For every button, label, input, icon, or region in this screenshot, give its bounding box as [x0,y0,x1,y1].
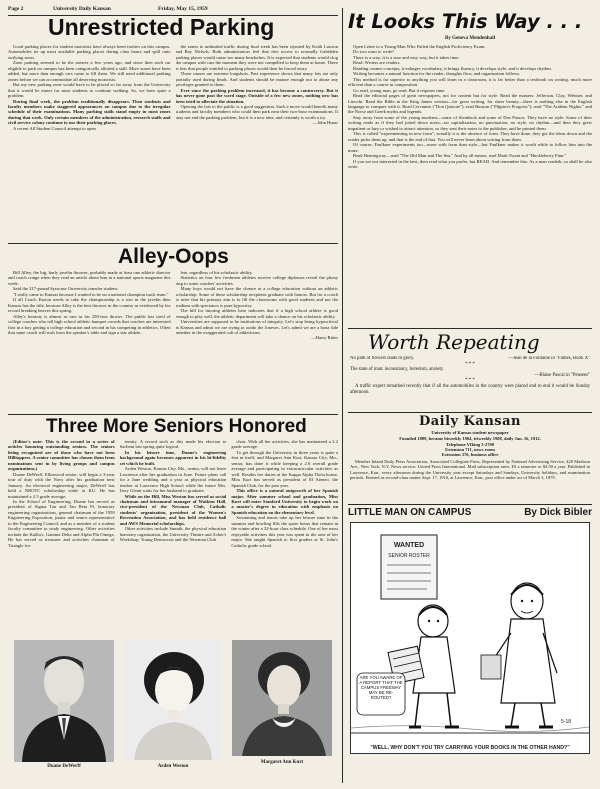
paragraph: Open Letter to a Young Man Who Failed the English Proficiency Exam: [353,44,486,49]
photo-caption: Duane DeWerff [47,764,81,769]
cartoon-panel [350,522,590,754]
paragraph: A recent All Student Council attempt to open [13,125,96,131]
paragraph: Do you want to write? [353,49,395,55]
speech-balloon-text: ARE YOU AWARE OF A REPORT THAT THE CAMPUS FREEWAY MAY BE RE-ROUTED? [359,675,403,700]
seniors-col-3 [231,439,338,635]
masthead-phone: Telephone VIking 3-2700 [445,442,494,447]
paragraph: The bill for tutoring athletes here indicates that if a high school athlete is good enough to play well, the athletic department will take a chance on his scholastic ability. [175,308,338,319]
paragraph: Universities are supposed to be institutions of integrity. Let's stop being hypocritical at Kansas and admit we are trying to outdo the Joneses. Let's admit we are a bona fide member in the exaggerated cult of athleticism. [175,319,338,335]
repeating-quotes [350,356,590,410]
paragraph: the zones to unlimited traffic during final week has been stymied by Keith Lawton and Ray Nichols. Both administrators feel that free access to normally forbidden parking places would cause too many headaches. It is expected that students would clog the campus with cars the moment they were not compelled to keep them at home. There is fear that people entitled to parking places would then be forced away. [175,44,338,71]
paragraph: This method is far superior to anything you will learn in a classroom, it is far better than a textbook on writing, much more efficient than a course in composition. [348,76,592,88]
byline: —John Husar [312,120,338,126]
portrait-image [124,640,222,760]
quote-attribution: —Blaise Pascal in "Pensees" [534,372,590,378]
paragraph: These causes are extreme longshots. Past experience shows that many lots are only partially used during finals. And students should be mature enough not to abuse any privileges granted to them. [175,71,338,88]
paragraph: Alley's honesty is almost as rare as his 250-foot throws. The public has tired of college coaches who tell high school athletic banquet crowds that coaches are interested first in a boy getting a college education and second in his competing in athletics. Often that same coach will rush from the speaker's table and sign a star athlete, [8,313,171,335]
masthead-details [350,459,590,503]
quote-attribution: —Jean de la Fontaine in "Fables, Book X" [508,356,590,361]
repeating-title: Worth Repeating [368,330,540,354]
paragraph: choir. With all her activities, she has maintained a 2.2 grade average. [231,439,339,450]
paragraph: In his leisure time, Duane's engineering background again becomes apparent in his hi-fidelity set which he built. [119,449,227,466]
paragraph: If you are not interested in the best, then read what you prefer, but READ. And remember this: As a man readeth, so shall he also write. [348,158,592,169]
parking-col-1 [8,44,171,240]
cartoon-header [348,507,592,520]
page-number: Page 2 [8,6,24,12]
masthead-founded: Founded 1889, became biweekly 1904, triweekly 1908, daily Jan. 16, 1912. [399,436,541,441]
paragraph: Go read, young man, go read. But it requires time. [353,87,446,93]
paragraph: Other activities include Sunnik, the physical education honorary organization, the University Theatre and Acker's Workshop, Young Democrats and the Newman Club [119,526,227,543]
paragraph: Swimming and tennis take up her leisure time in the summer and bowling fills the spare hours that remain in the winter after a 32-hour class schedule. One of her most enjoyable activities this year was spent in the area of her major. She taught Spanish to first graders at St. John's Catholic grade school. [231,515,339,548]
parking-article [8,44,338,240]
cartoon-caption: "WELL, WHY DON'T YOU TRY CARRYING YOUR BOOKS IN THE OTHER HAND?" [370,745,570,751]
separator: * * * [465,361,475,367]
paragraph: Said the 217-pound Syracuse University transfer student: [13,286,119,292]
section-rule [348,504,592,505]
paragraph: Member Inland Daily Press Association, Associated Collegiate Press. Represented by National Advertising Service, 420 Madison Ave., New York, N.Y. News service: United Press International. Mail subscription rates: $3 a semester or $4.50 a year. Published in Lawrence, Kan., every afternoon during the University year except Saturdays and Sundays, University holidays, and examination periods. Entered as second-class matter Sept. 17, 1910, at Lawrence, Kan., post office under act of March 3, 1879. [350,459,590,480]
paragraph: Reading creates concepts, it enlarges vocabulary, it brings fluency, it develops style, and it develops rhythm. [353,65,552,71]
cartoon-author: By Dick Bibler [524,507,592,518]
section-rule [348,328,592,329]
paragraph: lete, regardless of his scholastic ability. [180,270,253,275]
paragraph: But my new parking zone would have to be placed so far away from the University that it would be easier for most students to continue walking. So, we have quite a problem. [8,82,171,99]
photo-caption: Margaret Ann Kurt [260,760,304,765]
paragraph: Writing becomes a natural function for the reader; thoughts flow, and organization follows. [353,71,521,77]
alley-article [8,270,338,412]
photo-caption: Arden Weston [157,764,189,769]
paper-name: University Daily Kansan [53,6,111,12]
masthead-business: Extension 376, business office [441,452,499,457]
paragraph: While on the Hill, Miss Weston has served as social chairman and intramural manager of Watkins Hall, vice-president of the Newman Club, Catholic students' organization, president of the Women's Recreation Association, and has held residence hall and AWS Memorial scholarships. [119,493,227,526]
quote: The state of man: inconstancy, boredom, anxiety. [350,367,445,373]
seniors-col-1 [8,439,115,635]
seniors-article [8,439,338,635]
cartoon-drawing [351,523,589,753]
column-byline: By Geneva Mendenhall [444,36,495,41]
paragraph: Duane DeWerff, Ellinwood senior, will begin a 3-year tour of duty with the Navy after his graduation next January. An electrical engineering major, DeWerff has held a NROTC scholarship while at KU. He has maintained a 2.5 grade average. [8,471,115,499]
photo-arden-weston [124,640,222,760]
paragraph: Stay away from some of the young moderns—some of Steinbeck and some of Dos Passos. They have no style. Some of their writing reads as if they had jotted down notes—no capitalization, no punctuation, no style, no rhythm—and then they grew impatient or lazy or wished to attract attention, so they sent their notes to the publisher, and he printed them. [348,114,592,131]
paragraph: (Editor's note: This is the second in a series of articles honoring outstanding seniors. The seniors being recognized are of those who have not been Hilltoppers. A senior committee has chosen them from nominations sent in by living groups and campus organizations.) [8,439,115,472]
way-article [348,44,592,326]
portrait-image [232,640,332,756]
section-rule [8,243,338,244]
alley-col-2 [176,270,339,412]
paragraph: Ever since the parking problem increased, it has become a controversy. But it has never gone past the word stage. Outside of a few new zones, nothing new has been tried to alleviate the situation. [175,87,338,104]
separator: * * * [465,378,475,384]
paragraph: Zone parking seemed to be the answer a few years ago, and since then each car eligible to park on campus has been categorically allotted a stall. More zones have been added, but more than enough cars came to fill them. We still need additional parking zones before we can accommodate all deserving motorists. [8,60,171,82]
paragraph: There is a way; it is a sure and easy way, but it takes time. [353,54,460,60]
photo-duane-dewerff [14,640,114,762]
section-rule [348,412,592,413]
section-rule [8,414,338,415]
paragraph: "I really came to Kansas because I wanted to be on a national champion track team." [13,291,169,297]
paragraph: If all Coach Easton needs to take the championship is a win in the javelin then Kansas has the title, because Alley is the best thrower in the country as evidenced by his record breaking heaves this spring. [8,297,171,314]
seniors-col-2 [120,439,227,635]
portrait-image [14,640,114,762]
paragraph: Statistics on four few freshmen athletes receive college diplomas reveal the phony ring to some coaches' activities. [175,275,338,286]
paragraph: Bill Alley, the big, burly javelin thrower, probably made at least one athletic director and coach cringe when they read an article about him in a national sports magazine this week. [8,270,171,286]
paragraph: Good parking places for student motorists have always been rarities on this campus. Automobiles tie up most available parking places during class hours and spill onto outlying areas. [8,44,171,60]
photo-margaret-ann-kurt [232,640,332,756]
paragraph: This office is a natural outgrowth of her Spanish major. After summer school and graduation, Miss Kurt will enter Stanford University to begin work on a master's degree in education with emphasis on Spanish education on the elementary level. [231,488,339,515]
poster-subheading: SENIOR ROSTER [388,553,430,559]
masthead-tagline: University of Kansas student newspaper [431,430,509,435]
alley-col-1 [8,270,171,412]
feature-title: Three More Seniors Honored [46,416,307,437]
editorial-title: Alley-Oops [118,245,229,268]
cartoon-date: 5-18 [561,719,572,725]
paragraph: Read the editorial pages of great newspapers, not for content but for style. Read the masters: Jefferson, Clay, Webster, and Lincoln. Read the Bible in the King James version—for great writing, for sheer beauty—there is nothing else in the English language to compare with it. Read Cervantes ("Don Quixote"); read Bunyan ("Pilgrim's Progress"); read "The Arabian Nights," and the Norse and Greek myths and legends. [348,93,592,115]
issue-date: Friday, May 15, 1959 [158,6,208,12]
paragraph: To get through the University in three years is quite a feat in itself, and Margaret Ann Kurt, Kansas City, Mo., senior, has done it while keeping a 2.6 overall grade average and participating in extracurricular activities as well. Besides her duties at the Kappa Alpha Theta house, Miss Kurt has served as president of El Ateneo, the Spanish Club, for the past year. [231,449,339,488]
paragraph: Arden Weston, Kansas City, Mo., senior, will not leave Lawrence after her graduation in June. Future plans call for a June wedding and a year as physical education teacher at Lawrence High School while the future Mrs. Jerry Glenn waits for her husband to graduate. [119,466,227,494]
quote: No path of flowers leads to glory. [350,356,415,361]
poster-heading: WANTED [393,542,425,549]
paragraph: This is called "experimenting in new form"; actually it is the absence of form. They have done, they got the ideas down and the reader picks them up, and that is the end of that. You will never learn about writing from them. [348,131,592,142]
quote: A traffic expert remarked recently that if all the automobiles in the country were placed end to end it would be Sunday afternoon. [350,383,590,395]
paragraph: Of course, Faulkner experiments too—more with form than style—but Faulkner makes it worth while to follow him into the maze. [348,142,592,153]
paragraph: ternity. A record such as this made his election to Sachem last spring quite logical. [119,439,227,450]
masthead-nameplate: Daily Kansan [418,414,522,429]
paragraph: Many boys would not have the chance at a college education without an athletic scholarship. Some of these scholarship recipients graduate with honors. But for a coach to infer that his primary aim is to fill the classrooms with good students and not the stadium with spectators is pure hypocrisy. [175,286,338,308]
cartoon-title: LITTLE MAN ON CAMPUS [348,507,472,518]
paragraph: Read. Writers are readers. [353,60,401,66]
paragraph: Opening the lots to the public is a good suggestion. Such a move would benefit many students and faculty members who could then park near their two-hour examinations. It may not end the parking problem, but it is a new idea, and certainly is worth a try. [175,103,338,120]
paragraph: During final week, the problem traditionally disappears. Then students and faculty members make staggered appearances on campus due to the irregular schedule of their examinations. Many parking stalls stand empty in most zones during that week. Only certain members of the administration, research staffs and civil service colony continue to use their parking places. [8,98,171,126]
paragraph: In the School of Engineering, Duane has served as president of Sigma Tau and Tau Beta Pi, honorary engineering organizations, general chairman of the 1959 Engineering Exposition, junior and senior representative to the Engineering Council, and as a member of a student faculty committee to study engineering. Other activities include the KuKu's, Gamma Delta and Alpha Phi Omega. He has served as treasurer and activities chairman of Triangle fra- [8,498,115,548]
paragraph: Read Hemingway—read "The Old Man and The Sea." And by all means, read Mark Twain and "Huckleberry Finn." [353,153,567,159]
column-divider [342,8,343,783]
byline: —Harry Ritter [311,335,338,341]
parking-col-2 [176,44,339,240]
masthead-newsroom: Extension 711, news room [445,447,495,452]
column-title: It Looks This Way . . . [348,10,583,33]
editorial-title: Unrestricted Parking [48,14,275,40]
